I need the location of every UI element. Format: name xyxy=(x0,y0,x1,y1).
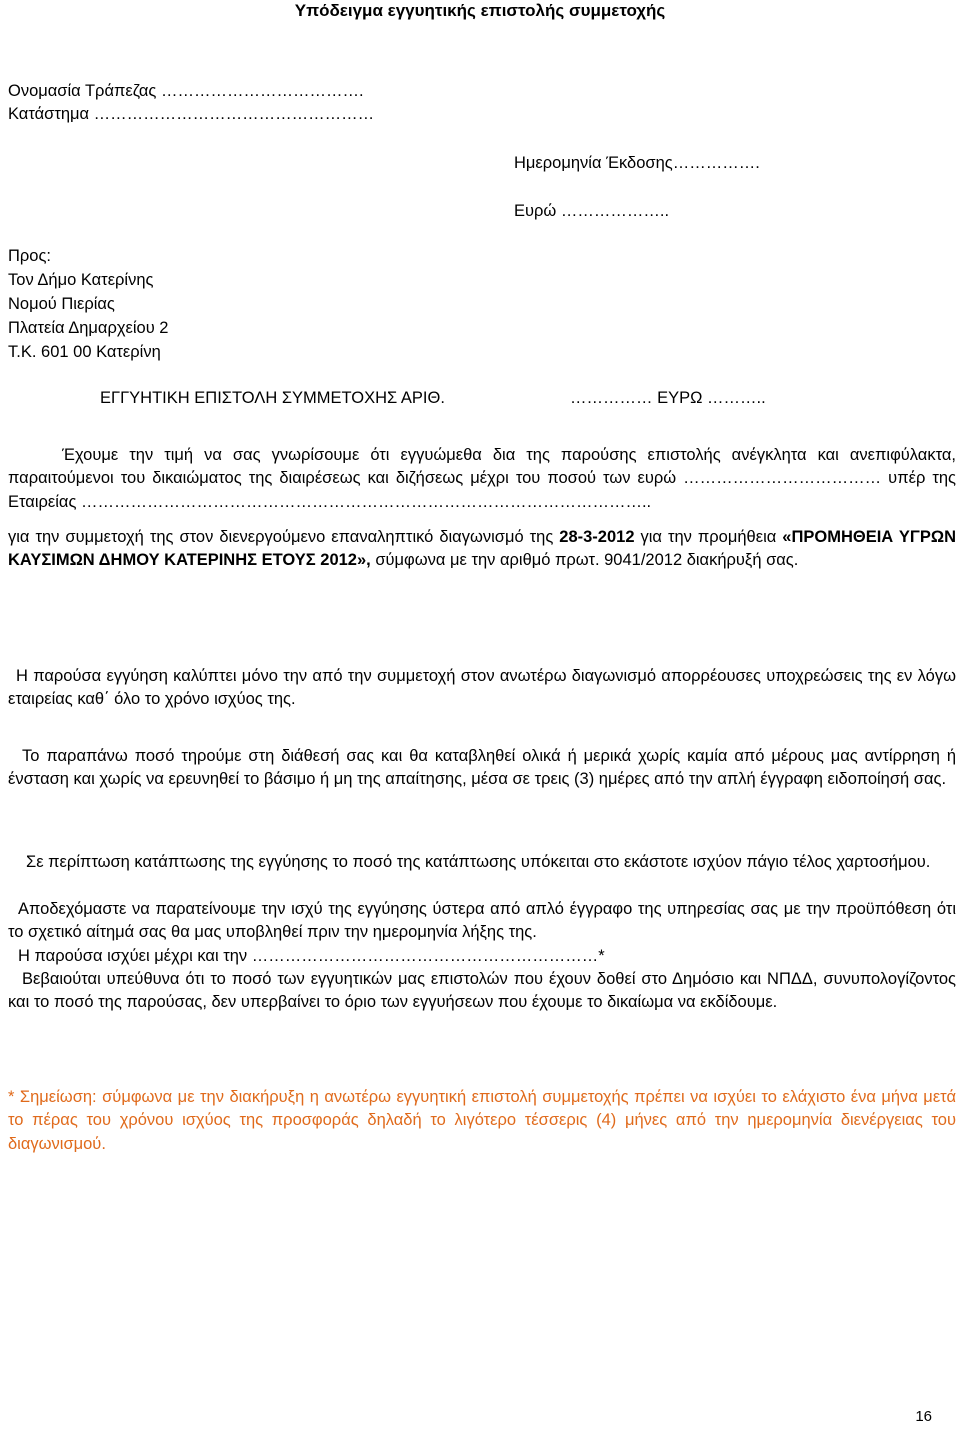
paragraph-text: για την συμμετοχή της στον διενεργούμενο επαναληπτικό διαγωνισμό της xyxy=(8,527,554,546)
paragraph-coverage: Η παρούσα εγγύηση καλύπτει μόνο την από την συμμετοχή στον ανωτέρω διαγωνισμό απορρέουσες υποχρεώσεις της εν λόγω εταιρείας καθ΄ όλο το χρόνο ισχύος της. xyxy=(8,667,956,709)
bank-name-line: Ονομασία Τράπεζας ………………………………. xyxy=(8,82,364,100)
document-title: Υπόδειγμα εγγυητικής επιστολής συμμετοχής xyxy=(294,1,666,20)
issue-amount-line: Ευρώ ……………….. xyxy=(514,202,670,220)
paragraph-extension: Αποδεχόμαστε να παρατείνουμε την ισχύ της εγγύησης ύστερα από απλό έγγραφο της υπηρεσίας σας με την προϋπόθεση ότι το σχετικό αίτημά σας θα μας υποβληθεί πριν την ημερομηνία λήξης της. xyxy=(8,900,956,942)
letter-heading-left: ΕΓΓΥΗΤΙΚΗ ΕΠΙΣΤΟΛΗ ΣΥΜΜΕΤΟΧΗΣ ΑΡΙΘ. xyxy=(100,389,445,407)
recipient-to: Προς: xyxy=(8,247,52,265)
recipient-line: Τ.Κ. 601 00 Κατερίνη xyxy=(8,343,161,361)
paragraph-guarantee-intro: Έχουμε την τιμή να σας γνωρίσουμε ότι εγγυώμεθα δια της παρούσης επιστολής ανέγκλητα και ανεπιφύλακτα, παραιτούμενοι του δικαιώματος της διαιρέσεως και διζήσεως μέχρι του ποσού των ευρώ ……………………………… υπέρ της Εταιρείας ………………………………………………………………………………………….. xyxy=(8,446,956,511)
paragraph-validity: Η παρούσα ισχύει μέχρι και την ………………………………………………………* xyxy=(18,947,605,965)
page-number: 16 xyxy=(915,1408,932,1425)
recipient-line: Τον Δήμο Κατερίνης xyxy=(8,271,154,289)
letter-heading-right: …………… ΕΥΡΩ ……….. xyxy=(570,389,766,407)
tender-subject: «ΠΡΟΜΗΘΕΙΑ ΥΓΡΩΝ ΚΑΥΣΙΜΩΝ ΔΗΜΟΥ ΚΑΤΕΡΙΝΗΣ ΕΤΟΥΣ 2012», xyxy=(8,527,956,570)
tender-date: 28-3-2012 xyxy=(559,527,635,546)
recipient-line: Πλατεία Δημαρχείου 2 xyxy=(8,319,169,337)
paragraph-text: για την προμήθεια xyxy=(640,527,777,546)
bank-branch-line: Κατάστημα …………………………………………… xyxy=(8,105,375,123)
paragraph-guarantee-body xyxy=(8,526,956,573)
paragraph-payment: Το παραπάνω ποσό τηρούμε στη διάθεσή σας και θα καταβληθεί ολικά ή μερικά χωρίς καμία από μέρους μας αντίρρηση ή ένσταση και χωρίς να ερευνηθεί το βάσιμο ή μη της απαίτησης, μέσα σε τρεις (3) ημέρες από την απλή έγγραφη ειδοποίησή σας. xyxy=(8,747,956,789)
footnote: * Σημείωση: σύμφωνα με την διακήρυξη η ανωτέρω εγγυητική επιστολή συμμετοχής πρέπει να ισχύει το ελάχιστο ένα μήνα μετά το πέρας του χρόνου ισχύος της προσφοράς δηλαδή το λιγότερο τέσσερις (4) μήνες από την ημερομηνία διενέργειας του διαγωνισμού. xyxy=(8,1088,956,1153)
paragraph-forfeiture: Σε περίπτωση κατάπτωσης της εγγύησης το ποσό της κατάπτωσης υπόκειται στο εκάστοτε ισχύον πάγιο τέλος χαρτοσήμου. xyxy=(26,853,931,871)
issue-date-line: Ημερομηνία Έκδοσης……………. xyxy=(514,154,760,172)
paragraph-guarantee xyxy=(8,444,956,572)
paragraph-declaration: Βεβαιούται υπεύθυνα ότι το ποσό των εγγυητικών μας επιστολών που έχουν δοθεί στο Δημόσιο και ΝΠΔΔ, συνυπολογίζοντος και το ποσό της παρούσας, δεν υπερβαίνει το όριο των εγγυήσεων που έχουμε το δικαίωμα να εκδίδουμε. xyxy=(8,970,956,1012)
paragraph-text: σύμφωνα με την αριθμό πρωτ. 9041/2012 διακήρυξή σας. xyxy=(375,551,799,570)
recipient-line: Νομού Πιερίας xyxy=(8,295,115,313)
